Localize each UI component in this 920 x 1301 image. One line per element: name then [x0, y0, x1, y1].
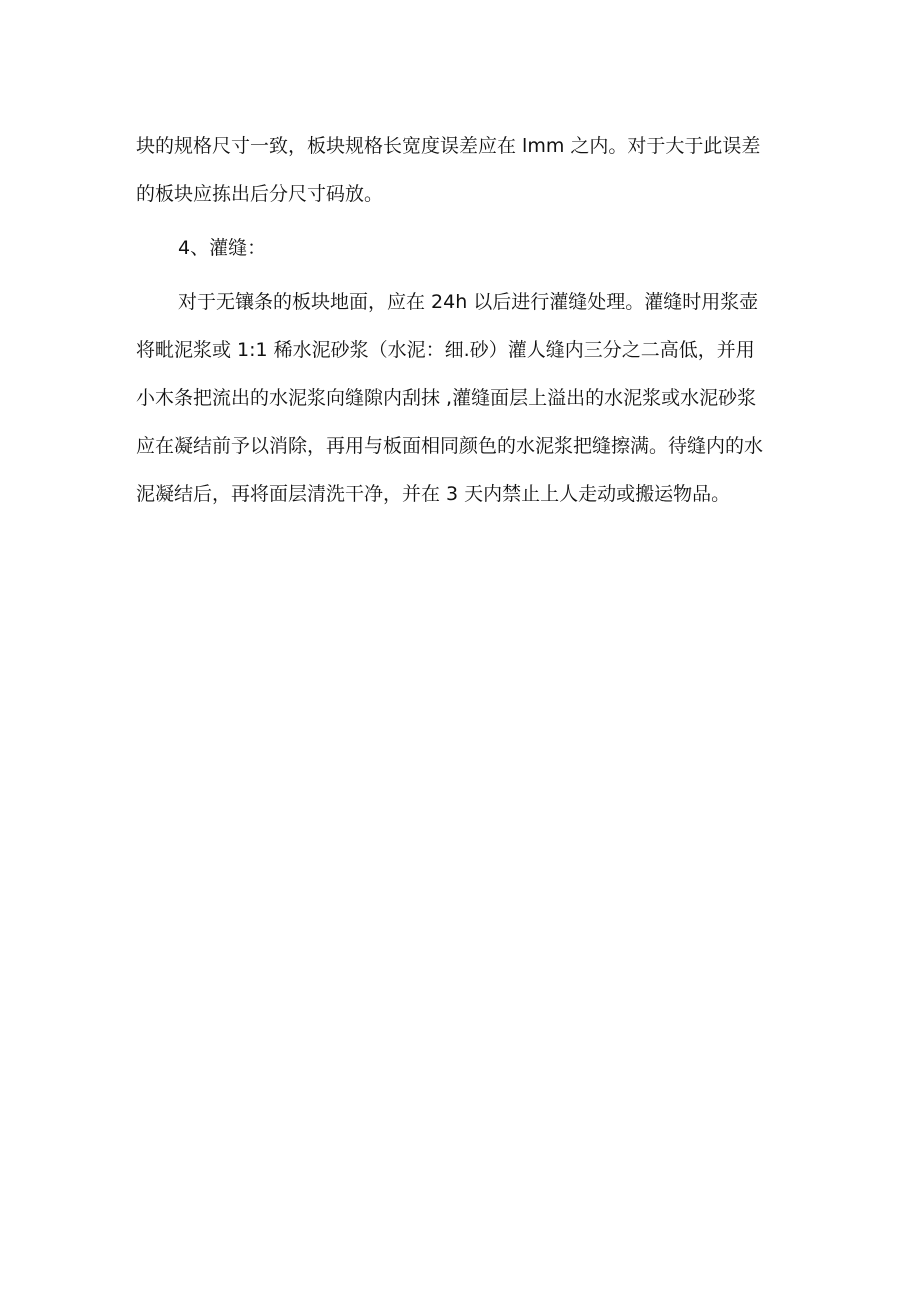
- paragraph-line: 将毗泥浆或 1:1 稀水泥砂浆（水泥：细.砂）灌人缝内三分之二高低，并用: [136, 339, 755, 361]
- paragraph-line: 泥凝结后，再将面层清洗干净，并在 3 天内禁止上人走动或搬运物品。: [136, 483, 731, 505]
- paragraph-line: 的板块应拣出后分尺寸码放。: [136, 183, 384, 205]
- section-heading-wrapper: [136, 224, 796, 272]
- paragraph-line: 块的规格尺寸一致，板块规格长宽度误差应在 lmm 之内。对于大于此误差: [136, 135, 761, 157]
- paragraph-line: 小木条把流出的水泥浆向缝隙内刮抹 ,灌缝面层上溢出的水泥浆或水泥砂浆: [136, 387, 757, 409]
- paragraph-line: 对于无镶条的板块地面，应在 24h 以后进行灌缝处理。灌缝时用浆壶: [178, 291, 759, 313]
- document-body: [136, 122, 796, 518]
- paragraph-line: 应在凝结前予以消除，再用与板面相同颜色的水泥浆把缝擦满。待缝内的水: [136, 435, 764, 457]
- paragraph-grouting: [136, 278, 796, 518]
- paragraph-continuation: [136, 122, 796, 218]
- section-heading: 4、灌缝：: [178, 237, 267, 259]
